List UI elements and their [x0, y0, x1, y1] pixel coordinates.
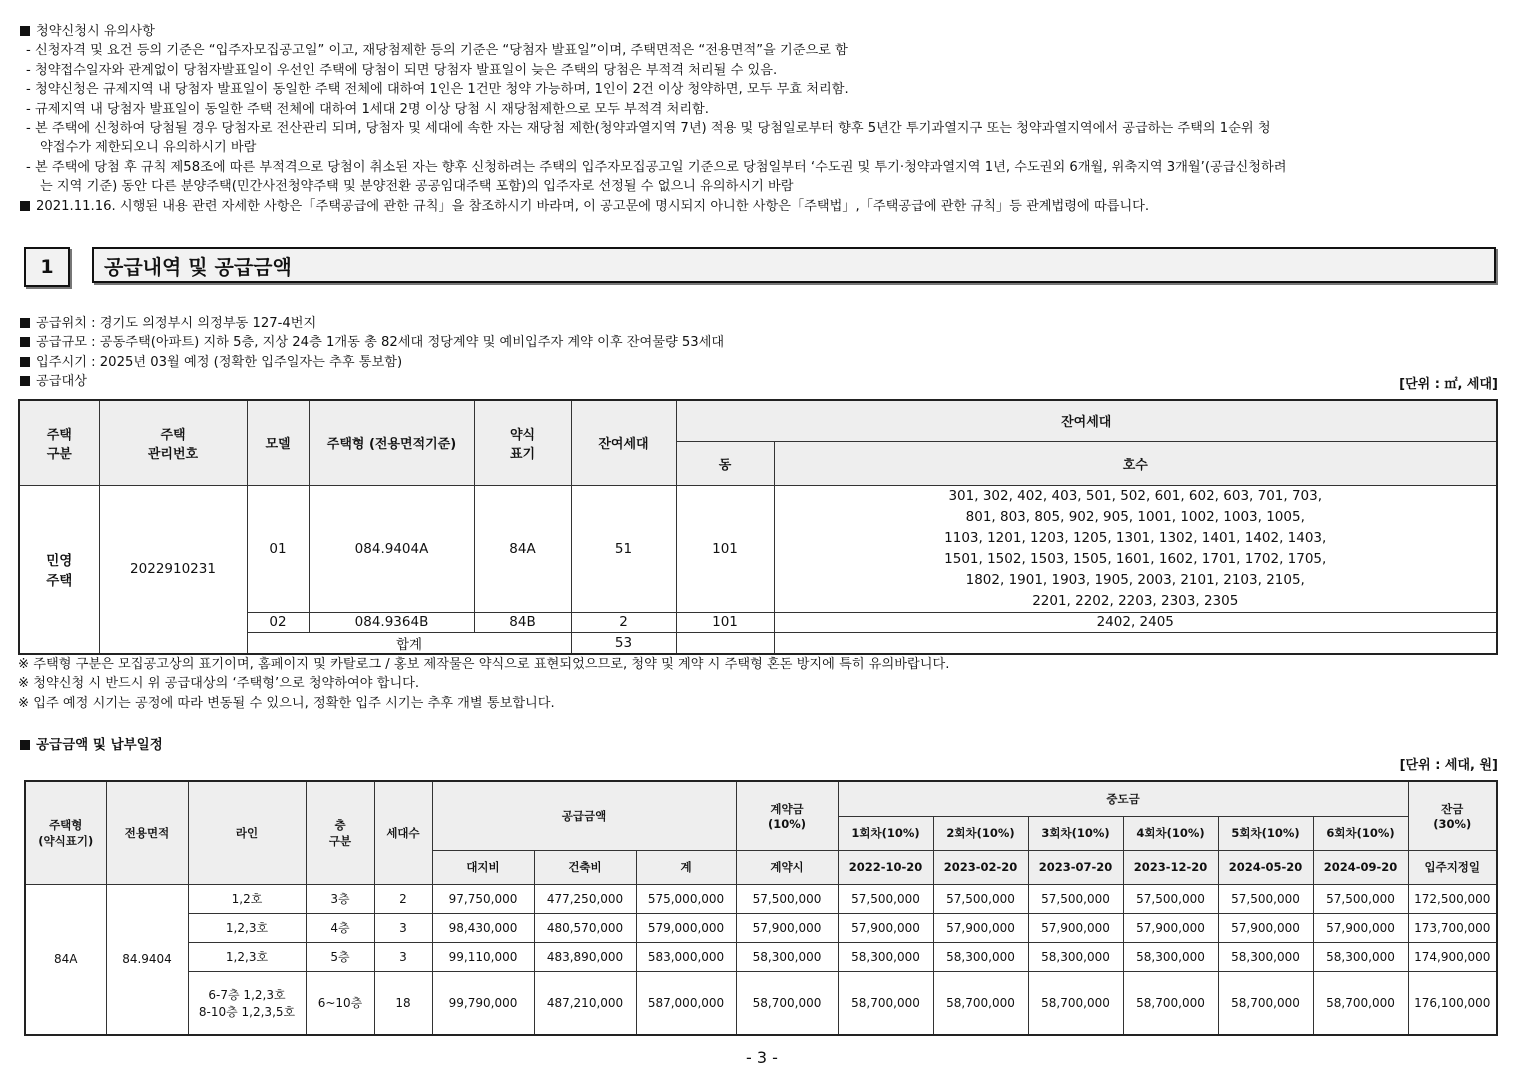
installment-cell: 57,500,000 — [1123, 884, 1218, 913]
dong-cell: 101 — [676, 612, 774, 632]
section-title: 공급내역 및 공급금액 — [92, 247, 1496, 283]
count-cell: 2 — [571, 612, 676, 632]
header-dong: 동 — [676, 441, 774, 485]
total-empty — [774, 632, 1497, 654]
notice-item: - 청약접수일자와 관계없이 당첨자발표일이 우선인 주택에 당첨이 되면 당첨자 발표일이 늦은 주택의 당첨은 부적격 처리될 수 있음. — [26, 62, 778, 78]
hosu-cell: 301, 302, 402, 403, 501, 502, 601, 602, 603, 701, 703, 801, 803, 805, 902, 905, 1001, 1002, 1003, 1005, 1103, 1201, 1203, 1205, 1301, 1302, 1401, 1402, 1403, 1501, 1502, 1503, 1505, 1601, 1602, 1701, 1702, 1705, 1802, 1901, 1903, 1905, 2003, 2101, 2103, 2105, 2201, 2202, 2203, 2303, 2305 — [774, 485, 1497, 612]
header-sum: 계 — [636, 850, 736, 884]
notice-item: 는 지역 기준) 동안 다른 분양주택(민간사전청약주택 및 분양전환 공공임대주택 포함)의 입주자로 선정될 수 없으니 유의하시기 바람 — [40, 179, 794, 195]
balance-cell: 173,700,000 — [1408, 913, 1497, 942]
table-row — [25, 942, 1497, 971]
installment-cell: 58,300,000 — [1218, 942, 1313, 971]
deposit-cell: 58,700,000 — [736, 971, 838, 1035]
header-house-type: 주택형 (약식표기) — [25, 781, 106, 884]
header-area: 전용면적 — [106, 781, 188, 884]
installment-cell: 58,700,000 — [933, 971, 1028, 1035]
installment-cell: 58,700,000 — [1218, 971, 1313, 1035]
households-cell: 3 — [374, 942, 432, 971]
land-cell: 99,110,000 — [432, 942, 534, 971]
notice-item: - 본 주택에 당첨 후 규칙 제58조에 따른 부적격으로 당첨이 취소된 자는 향후 신청하려는 주택의 입주자모집공고일 기준으로 당첨일부터 ‘수도권 및 투기·청약과열지역 1년, 수도권외 6개월, 위축지역 3개월’(공급신청하려 — [26, 159, 1287, 175]
bullet-icon — [20, 357, 30, 367]
installment-cell: 57,500,000 — [1218, 884, 1313, 913]
supply-target-table — [18, 399, 1498, 655]
bullet-icon — [20, 740, 30, 750]
note-item: ※ 주택형 구분은 모집공고상의 표기이며, 홈페이지 및 카탈로그 / 홍보 제작물은 약식으로 표현되었으므로, 청약 및 계약 시 주택형 혼돈 방지에 특히 유의바랍니다. — [18, 657, 950, 672]
header-deposit: 계약금 (10%) — [736, 781, 838, 850]
header-date: 2023-07-20 — [1028, 850, 1123, 884]
total-label: 합계 — [247, 632, 571, 654]
header-installment: 1회차(10%) — [838, 816, 933, 850]
deposit-cell: 58,300,000 — [736, 942, 838, 971]
bullet-icon — [20, 318, 30, 328]
households-cell: 18 — [374, 971, 432, 1035]
notice-item: - 청약신청은 규제지역 내 당첨자 발표일이 동일한 주택 전체에 대하여 1인은 1건만 청약 가능하며, 1인이 2건 이상 청약하면, 모두 무효 처리함. — [26, 82, 849, 98]
header-hosu: 호수 — [774, 441, 1497, 485]
installment-cell: 58,700,000 — [1313, 971, 1408, 1035]
notice-section — [20, 22, 1504, 216]
line-cell: 1,2,3호 — [188, 913, 306, 942]
deposit-cell: 57,500,000 — [736, 884, 838, 913]
installment-cell: 58,300,000 — [838, 942, 933, 971]
house-type-cell: 84A — [25, 884, 106, 1035]
installment-cell: 57,900,000 — [1218, 913, 1313, 942]
installment-cell: 57,500,000 — [1028, 884, 1123, 913]
abbr-cell: 84A — [474, 485, 571, 612]
notice-item: 약접수가 제한되오니 유의하시기 바람 — [40, 140, 257, 156]
header-installment: 6회차(10%) — [1313, 816, 1408, 850]
total-empty — [676, 632, 774, 654]
header-date: 2024-05-20 — [1218, 850, 1313, 884]
info-target: 공급대상 — [20, 372, 1498, 391]
note-item: ※ 입주 예정 시기는 공정에 따라 변동될 수 있으니, 정확한 입주 시기는 추후 개별 통보합니다. — [18, 695, 555, 711]
section-number: 1 — [24, 247, 70, 287]
installment-cell: 58,300,000 — [933, 942, 1028, 971]
balance-cell: 172,500,000 — [1408, 884, 1497, 913]
header-price: 공급금액 — [432, 781, 736, 850]
unit-label: [단위 : 세대, 원] — [1399, 758, 1498, 773]
header-date: 2023-02-20 — [933, 850, 1028, 884]
floor-cell: 6~10층 — [306, 971, 374, 1035]
hosu-cell: 2402, 2405 — [774, 612, 1497, 632]
land-cell: 99,790,000 — [432, 971, 534, 1035]
bullet-icon — [20, 337, 30, 347]
price-subheading: 공급금액 및 납부일정 — [20, 733, 163, 753]
price-table — [24, 780, 1498, 1036]
info-scale: 공급규모 : 공동주택(아파트) 지하 5층, 지상 24층 1개동 총 82세대 정당계약 및 예비입주자 계약 이후 잔여물량 53세대 — [20, 333, 1498, 352]
households-cell: 2 — [374, 884, 432, 913]
house-type-cell: 084.9404A — [309, 485, 474, 612]
line-cell: 6-7층 1,2,3호 8-10층 1,2,3,5호 — [188, 971, 306, 1035]
installment-cell: 57,900,000 — [1028, 913, 1123, 942]
header-households: 세대수 — [374, 781, 432, 884]
header-house-type: 주택형 (전용면적기준) — [309, 400, 474, 485]
header-balance-when: 입주지정일 — [1408, 850, 1497, 884]
area-cell: 84.9404 — [106, 884, 188, 1035]
building-cell: 483,890,000 — [534, 942, 636, 971]
installment-cell: 57,500,000 — [1313, 884, 1408, 913]
installment-cell: 57,900,000 — [1123, 913, 1218, 942]
installment-cell: 57,900,000 — [933, 913, 1028, 942]
installment-cell: 57,900,000 — [838, 913, 933, 942]
header-remaining-group: 잔여세대 — [676, 400, 1497, 441]
count-cell: 51 — [571, 485, 676, 612]
header-line: 라인 — [188, 781, 306, 884]
info-move-in: 입주시기 : 2025년 03월 예정 (정확한 입주일자는 추후 통보함) — [20, 353, 1498, 372]
line-cell: 1,2,3호 — [188, 942, 306, 971]
house-type-cell: 084.9364B — [309, 612, 474, 632]
notes-section — [18, 655, 949, 713]
line-cell: 1,2호 — [188, 884, 306, 913]
land-cell: 97,750,000 — [432, 884, 534, 913]
balance-cell: 176,100,000 — [1408, 971, 1497, 1035]
installment-cell: 57,900,000 — [1313, 913, 1408, 942]
floor-cell: 4층 — [306, 913, 374, 942]
header-floor: 층 구분 — [306, 781, 374, 884]
header-balance: 잔금 (30%) — [1408, 781, 1497, 850]
installment-cell: 58,700,000 — [1028, 971, 1123, 1035]
info-location: 공급위치 : 경기도 의정부시 의정부동 127-4번지 — [20, 314, 1498, 333]
installment-cell: 58,700,000 — [1123, 971, 1218, 1035]
households-cell: 3 — [374, 913, 432, 942]
model-cell: 02 — [247, 612, 309, 632]
header-building: 건축비 — [534, 850, 636, 884]
building-cell: 487,210,000 — [534, 971, 636, 1035]
header-remaining: 잔여세대 — [571, 400, 676, 485]
bullet-icon — [20, 26, 30, 36]
header-date: 2022-10-20 — [838, 850, 933, 884]
installment-cell: 58,300,000 — [1313, 942, 1408, 971]
housing-type-cell: 민영 주택 — [19, 485, 99, 654]
sum-cell: 579,000,000 — [636, 913, 736, 942]
header-date: 2023-12-20 — [1123, 850, 1218, 884]
header-installment: 5회차(10%) — [1218, 816, 1313, 850]
page-number: - 3 - — [746, 1048, 778, 1067]
notice-item: - 규제지역 내 당첨자 발표일이 동일한 주택 전체에 대하여 1세대 2명 이상 당첨 시 재당첨제한으로 모두 부적격 처리함. — [26, 101, 709, 117]
table-row — [19, 485, 1497, 612]
floor-cell: 5층 — [306, 942, 374, 971]
bullet-icon — [20, 201, 30, 211]
unit-label: [단위 : ㎡, 세대] — [1399, 377, 1498, 392]
building-cell: 477,250,000 — [534, 884, 636, 913]
installment-cell: 58,300,000 — [1028, 942, 1123, 971]
installment-cell: 57,500,000 — [933, 884, 1028, 913]
deposit-cell: 57,900,000 — [736, 913, 838, 942]
sum-cell: 583,000,000 — [636, 942, 736, 971]
header-installment: 3회차(10%) — [1028, 816, 1123, 850]
table-row — [25, 971, 1497, 1035]
installment-cell: 58,300,000 — [1123, 942, 1218, 971]
table-row — [25, 884, 1497, 913]
notice-item: - 신청자격 및 요건 등의 기준은 “입주자모집공고일” 이고, 재당첨제한 등의 기준은 “당첨자 발표일”이며, 주택면적은 “전용면적”을 기준으로 함 — [26, 43, 848, 59]
header-management-no: 주택 관리번호 — [99, 400, 247, 485]
installment-cell: 58,700,000 — [838, 971, 933, 1035]
building-cell: 480,570,000 — [534, 913, 636, 942]
header-model: 모델 — [247, 400, 309, 485]
management-no-cell: 2022910231 — [99, 485, 247, 654]
sum-cell: 587,000,000 — [636, 971, 736, 1035]
header-installment: 2회차(10%) — [933, 816, 1028, 850]
header-installment: 4회차(10%) — [1123, 816, 1218, 850]
total-value: 53 — [571, 632, 676, 654]
header-land: 대지비 — [432, 850, 534, 884]
header-date: 2024-09-20 — [1313, 850, 1408, 884]
floor-cell: 3층 — [306, 884, 374, 913]
notice-item: - 본 주택에 신청하여 당첨될 경우 당첨자로 전산관리 되며, 당첨자 및 세대에 속한 자는 재당첨 제한(청약과열지역 7년) 적용 및 당첨일로부터 향후 5년간 투기과열지구 또는 청약과열지역에서 공급하는 주택의 1순위 청 — [26, 121, 1271, 137]
header-deposit-when: 계약시 — [736, 850, 838, 884]
header-abbr: 약식 표기 — [474, 400, 571, 485]
note-item: ※ 청약신청 시 반드시 위 공급대상의 ‘주택형’으로 청약하여야 합니다. — [18, 676, 420, 692]
header-middle: 중도금 — [838, 781, 1408, 816]
notice-heading: 청약신청시 유의사항 — [20, 22, 1504, 41]
model-cell: 01 — [247, 485, 309, 612]
balance-cell: 174,900,000 — [1408, 942, 1497, 971]
section-header — [24, 247, 1500, 287]
installment-cell: 57,500,000 — [838, 884, 933, 913]
supply-info — [20, 314, 1498, 392]
notice-footer: 2021.11.16. 시행된 내용 관련 자세한 사항은「주택공급에 관한 규칙」을 참조하시기 바라며, 이 공고문에 명시되지 아니한 사항은「주택법」,「주택공급에 관한 규칙」등 관계법령에 따릅니다. — [20, 197, 1504, 216]
table-row — [25, 913, 1497, 942]
dong-cell: 101 — [676, 485, 774, 612]
abbr-cell: 84B — [474, 612, 571, 632]
header-housing-type: 주택 구분 — [19, 400, 99, 485]
bullet-icon — [20, 376, 30, 386]
land-cell: 98,430,000 — [432, 913, 534, 942]
sum-cell: 575,000,000 — [636, 884, 736, 913]
